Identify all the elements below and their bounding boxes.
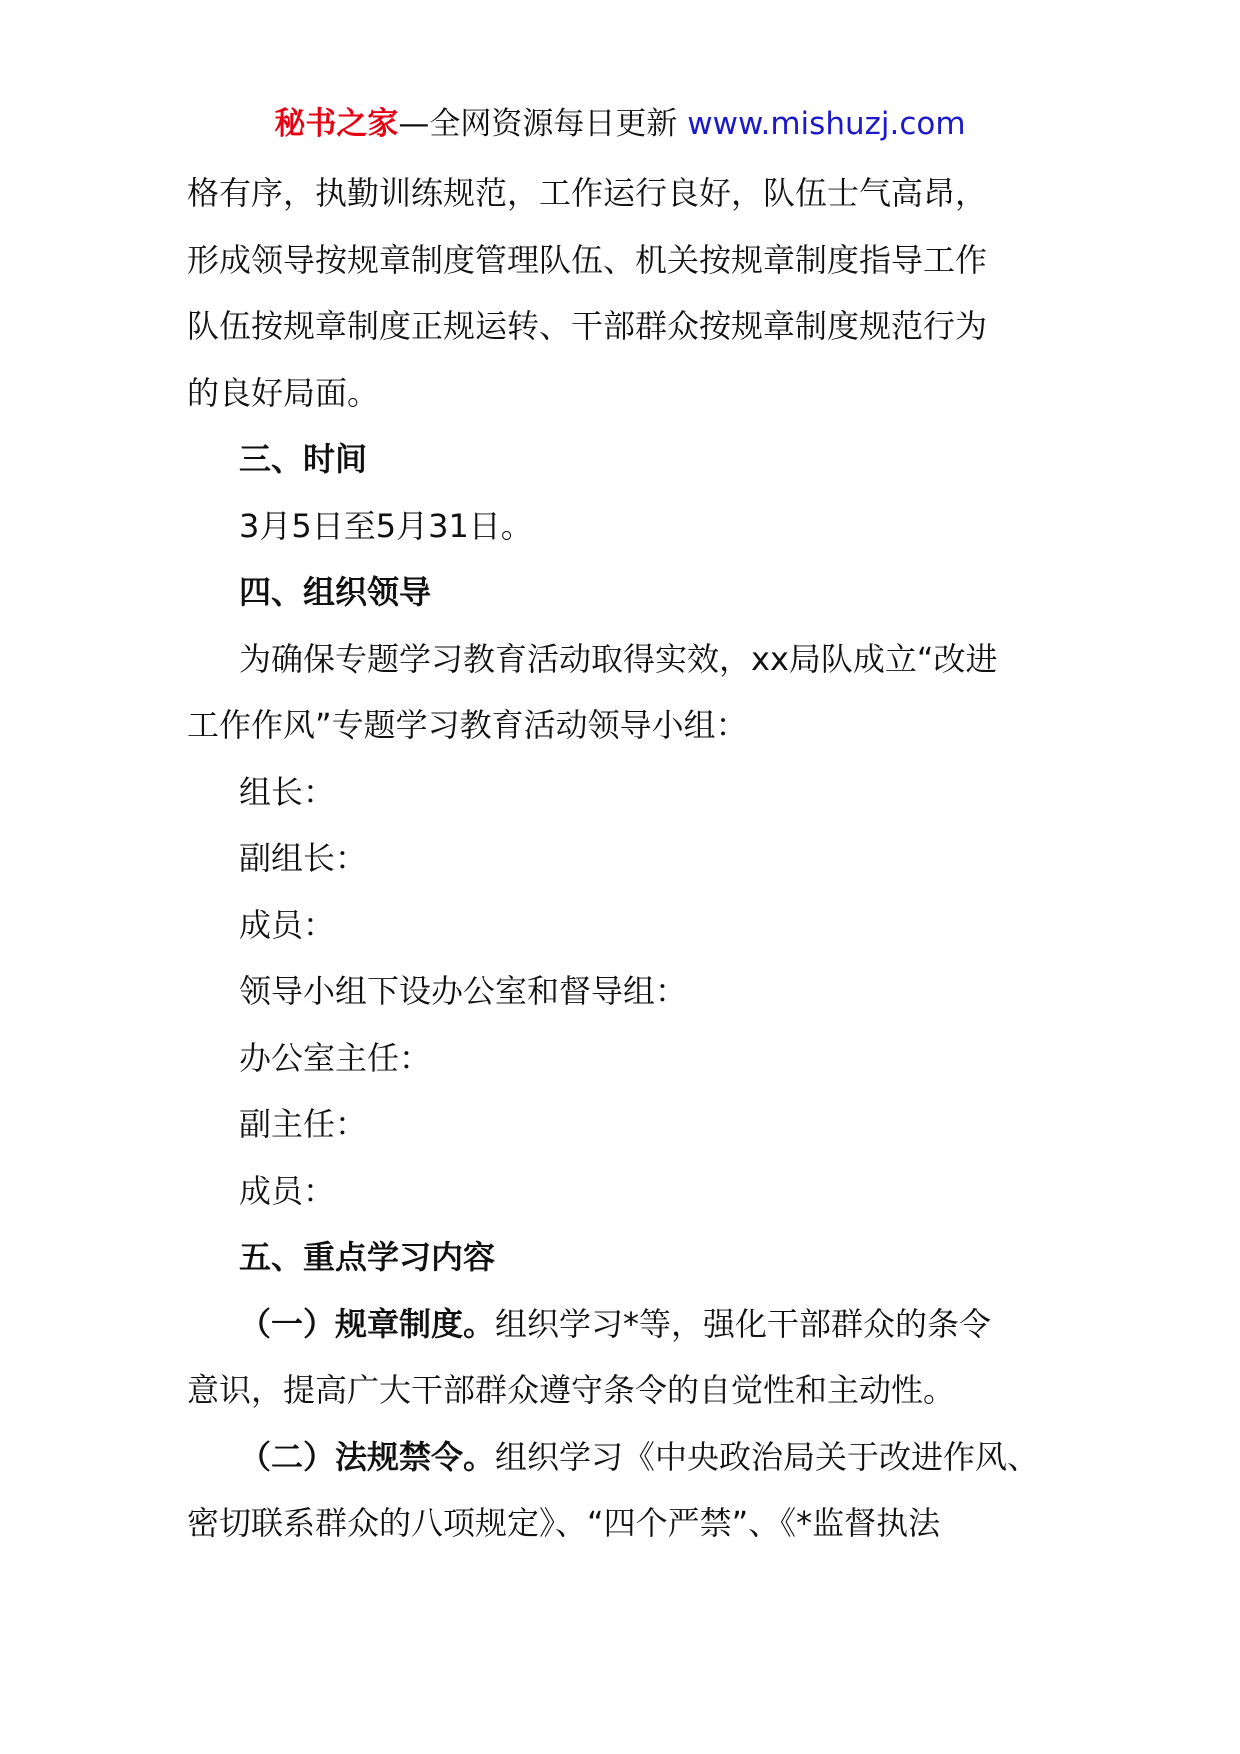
section-heading-time: 三、时间 bbox=[239, 440, 368, 478]
list-item-members: 成员： bbox=[239, 1171, 336, 1210]
paragraph-line: 形成领导按规章制度管理队伍、机关按规章制度指导工作 bbox=[187, 240, 988, 279]
subsection-rules bbox=[187, 1291, 1067, 1358]
header-brand: 秘书之家 bbox=[274, 106, 399, 142]
paragraph-line: 3月5日至5月31日。 bbox=[239, 506, 533, 545]
list-item-office-director: 办公室主任： bbox=[239, 1038, 432, 1077]
list-item-deputy-leader: 副组长： bbox=[239, 839, 368, 877]
paragraph-line: 密切联系群众的八项规定》、“四个严禁”、《*监督执法 bbox=[187, 1504, 941, 1542]
section-heading-study-content: 五、重点学习内容 bbox=[239, 1238, 496, 1276]
list-item-leader: 组长： bbox=[239, 772, 336, 811]
subsection-text: 组织学习*等，强化干部群众的条令 bbox=[495, 1304, 992, 1343]
page-header-banner bbox=[0, 104, 1240, 144]
document-body bbox=[187, 160, 1067, 1557]
subsection-title: （二）法规禁令。 bbox=[239, 1437, 496, 1476]
subsection-text: 组织学习《中央政治局关于改进作风、 bbox=[495, 1437, 1040, 1476]
paragraph-line: 的良好局面。 bbox=[187, 373, 380, 412]
paragraph-line: 队伍按规章制度正规运转、干部群众按规章制度规范行为 bbox=[187, 307, 988, 345]
paragraph-line: 工作作风”专题学习教育活动领导小组： bbox=[187, 706, 748, 744]
header-tagline: —全网资源每日更新 bbox=[398, 106, 678, 142]
paragraph-line: 意识，提高广大干部群众遵守条令的自觉性和主动性。 bbox=[187, 1371, 956, 1409]
paragraph-line: 领导小组下设办公室和督导组： bbox=[239, 972, 688, 1010]
subsection-regulations bbox=[187, 1424, 1067, 1491]
paragraph-line: 为确保专题学习教育活动取得实效，xx局队成立“改进 bbox=[239, 639, 998, 678]
list-item-members: 成员： bbox=[239, 905, 336, 944]
subsection-title: （一）规章制度。 bbox=[239, 1304, 496, 1343]
header-url-link[interactable]: www.mishuzj.com bbox=[687, 106, 966, 142]
section-heading-leadership: 四、组织领导 bbox=[239, 573, 432, 611]
list-item-deputy-director: 副主任： bbox=[239, 1105, 368, 1143]
paragraph-line: 格有序，执勤训练规范，工作运行良好，队伍士气高昂， bbox=[187, 174, 988, 212]
